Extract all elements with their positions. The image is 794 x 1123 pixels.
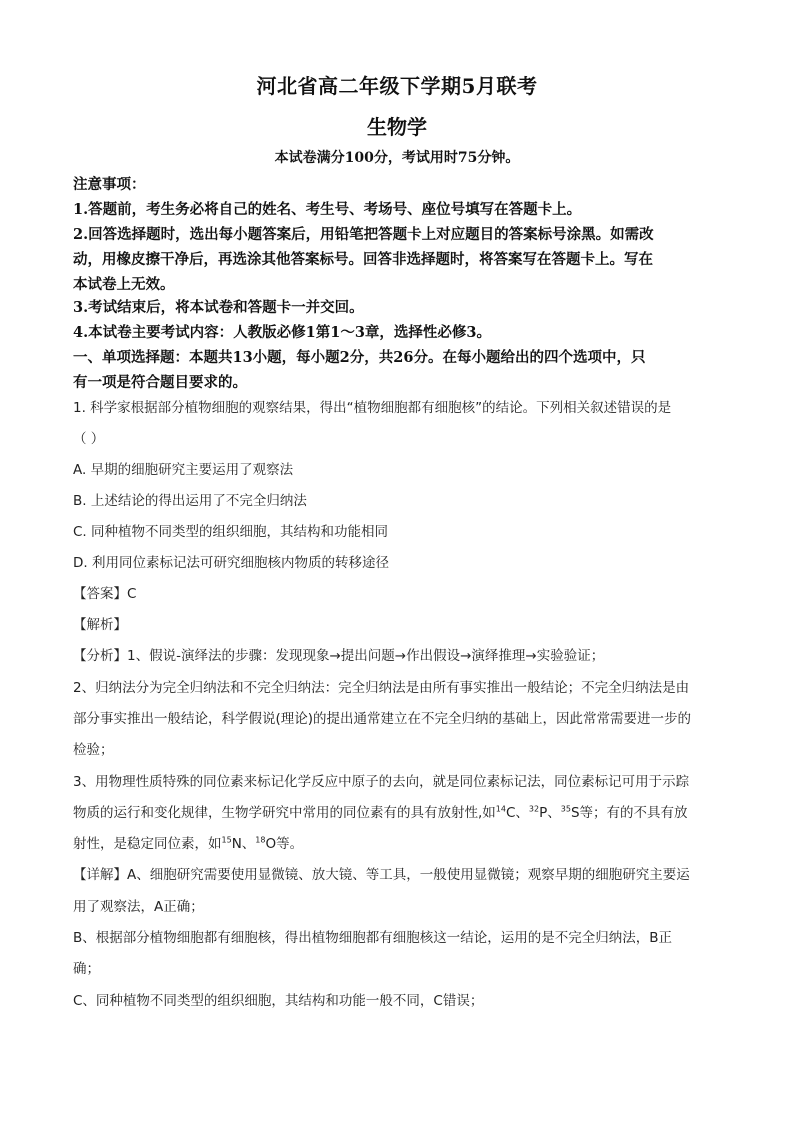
question-1-option-b: B. 上述结论的得出运用了不完全归纳法 [73,493,307,509]
note-item-2-line-3: 本试卷上无效。 [73,276,175,293]
analysis-point-3-line-1: 3、用物理性质特殊的同位素来标记化学反应中原子的去向，就是同位素标记法，同位素标记可用于示踪 [73,774,690,790]
exam-meta: 本试卷满分100分，考试用时75分钟。 [274,150,520,166]
analysis-point-2-line-2: 部分事实推出一般结论，科学假说(理论)的提出通常建立在不完全归纳的基础上，因此常常需要进一步的 [73,711,692,727]
note-item-1: 1.答题前，考生务必将自己的姓名、考生号、考场号、座位号填写在答题卡上。 [73,201,582,218]
detail-b-line-2: 确； [73,961,100,977]
analysis-point-3-line-2 [73,798,733,829]
detail-c: C、同种植物不同类型的组织细胞，其结构和功能一般不同，C错误； [73,993,484,1009]
detail-a-line-1-text: A、细胞研究需要使用显微镜、放大镜、等工具，一般使用显微镜；观察早期的细胞研究主要运 [127,867,690,883]
question-1-option-d: D. 利用同位素标记法可研究细胞核内物质的转移途径 [73,555,389,571]
isotope-2-element: P、 [539,805,561,821]
section-heading [73,345,733,395]
note-item-2-line-1: 2.回答选择题时，选出每小题答案后，用铅笔把答题卡上对应题目的答案标号涂黑。如需改 [73,226,654,243]
analysis-sub-tag: 【分析】 [73,648,127,664]
exam-title: 河北省高二年级下学期5月联考 [256,74,538,98]
analysis-point-1 [73,641,733,672]
detail-tag: 【详解】 [73,867,127,883]
isotope-3-mass: 35 [560,804,571,814]
isotope-1-mass: 14 [495,804,506,814]
analysis-point-3-line-2-text: 物质的运行和变化规律，生物学研究中常用的同位素有的具有放射性,如 [73,805,496,821]
answer-tag: 【答案】 [73,586,127,602]
answer-value: C [127,586,137,602]
question-1-stem-line-1: 1. 科学家根据部分植物细胞的观察结果，得出“植物细胞都有细胞核”的结论。下列相关叙述错误的是 [73,400,672,416]
subject-title: 生物学 [367,115,427,139]
detail-a-line-2: 用了观察法，A正确； [73,899,204,915]
isotope-4-element: N、 [231,836,256,852]
isotope-3-element: S等；有的不具有放 [570,805,688,821]
analysis-tag: 【解析】 [73,617,127,633]
note-item-4: 4.本试卷主要考试内容：人教版必修1第1～3章，选择性必修3。 [73,324,491,341]
answer-line [73,579,733,610]
note-item-3: 3.考试结束后，将本试卷和答题卡一并交回。 [73,299,364,316]
isotope-5-element: O等。 [265,836,304,852]
isotope-2-mass: 32 [528,804,540,814]
isotope-5-mass: 18 [255,835,266,845]
analysis-point-2-line-3: 检验； [73,742,114,758]
question-1-option-a: A. 早期的细胞研究主要运用了观察法 [73,462,294,478]
section-heading-line-1: 一、单项选择题：本题共13小题，每小题2分，共26分。在每小题给出的四个选项中，只 [73,349,646,366]
note-item-2 [73,222,733,297]
detail-b-line-1: B、根据部分植物细胞都有细胞核，得出植物细胞都有细胞核这一结论，运用的是不完全归纳法，B正 [73,930,673,946]
section-heading-line-2: 有一项是符合题目要求的。 [73,374,247,391]
isotope-4-mass: 15 [221,835,232,845]
analysis-point-1-text: 1、假说-演绎法的步骤：发现现象→提出问题→作出假设→演绎推理→实验验证； [127,648,605,664]
detail-a-line-1 [73,860,733,891]
analysis-point-2-line-1: 2、归纳法分为完全归纳法和不完全归纳法：完全归纳法是由所有事实推出一般结论；不完全归纳法是由 [73,680,690,696]
analysis-point-3-line-3 [73,829,733,860]
analysis-point-3-line-3-text: 射性，是稳定同位素，如 [73,836,222,852]
isotope-1-element: C、 [505,805,529,821]
question-1-option-c: C. 同种植物不同类型的组织细胞，其结构和功能相同 [73,524,389,540]
question-1-stem-line-2: （ ） [73,431,105,447]
note-item-2-line-2: 动，用橡皮擦干净后，再选涂其他答案标号。回答非选择题时，将答案写在答题卡上。写在 [73,251,653,268]
notes-heading: 注意事项： [73,176,146,193]
